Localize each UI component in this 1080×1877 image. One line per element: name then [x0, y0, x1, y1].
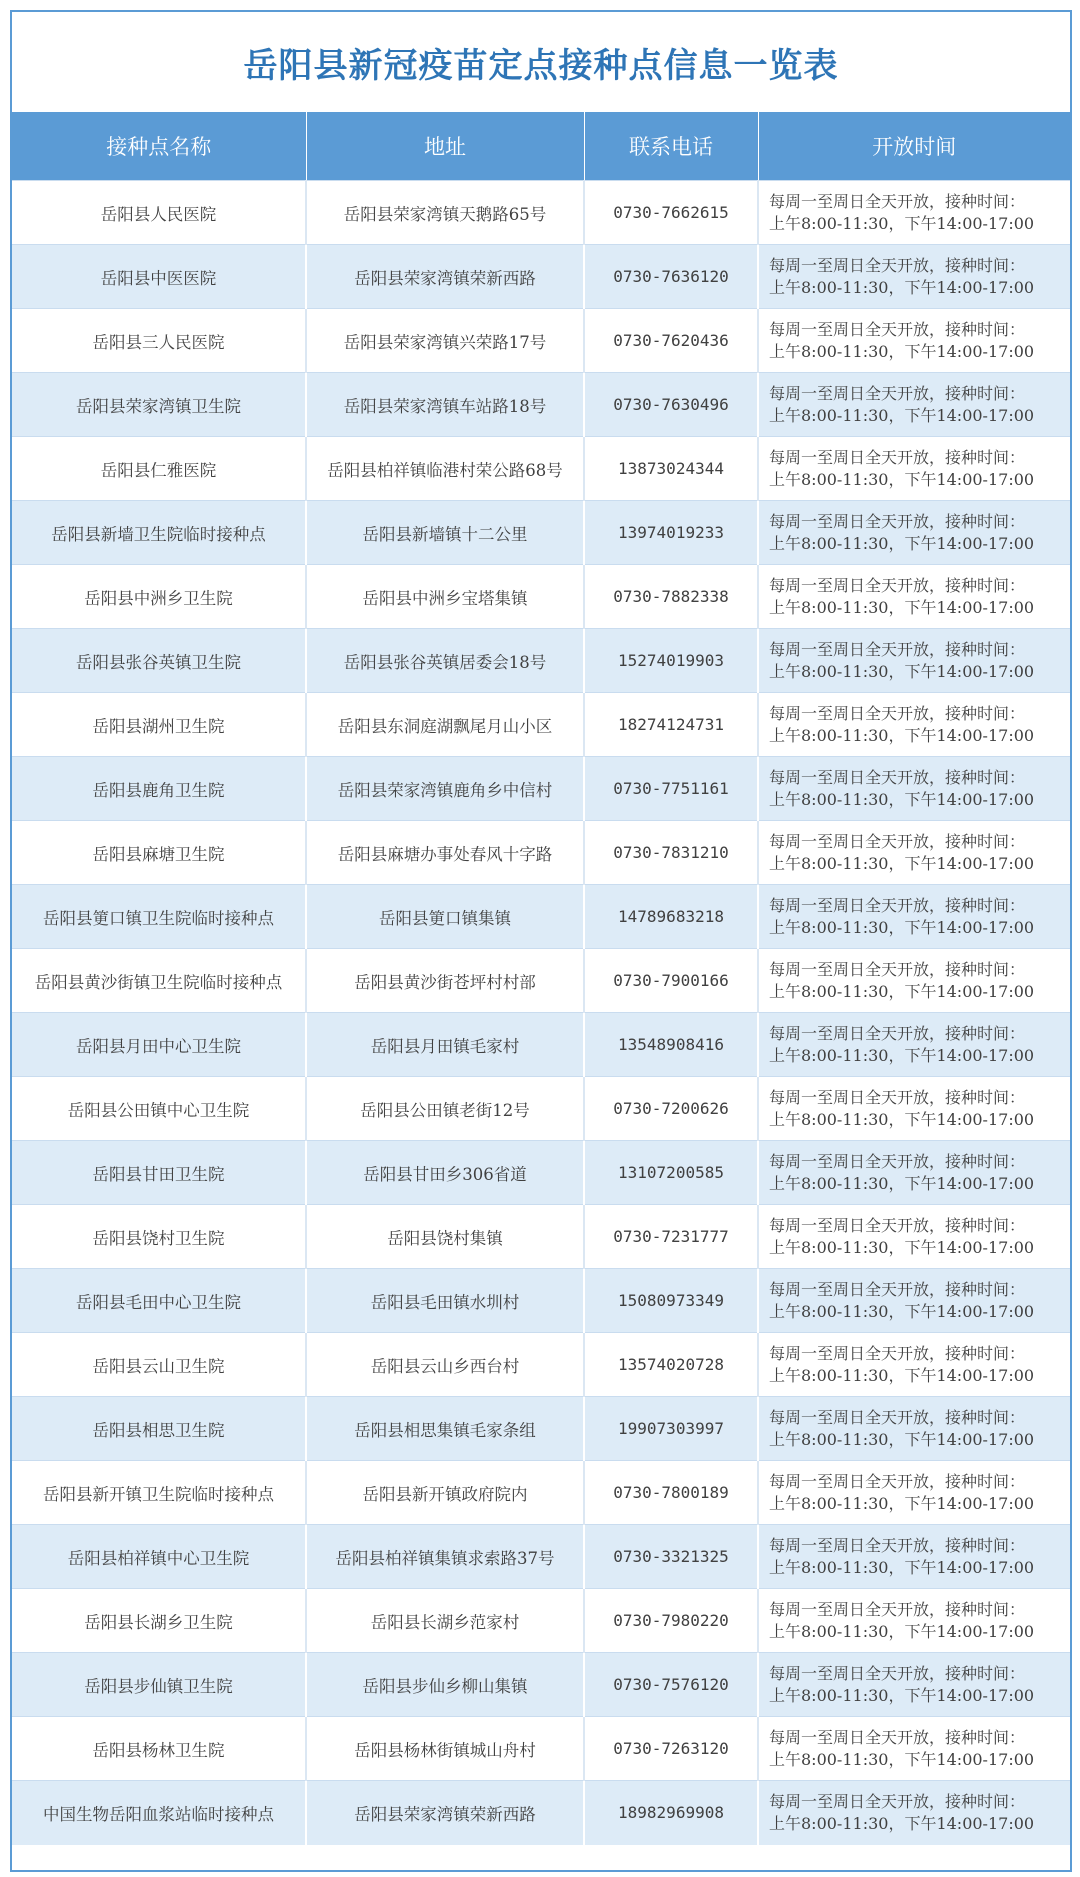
- hours-cell: [758, 565, 1070, 629]
- address-cell: 岳阳县荣家湾镇荣新西路: [306, 245, 584, 309]
- phone-cell: 0730-7882338: [584, 565, 758, 629]
- schedule-sheet: [10, 10, 1072, 1872]
- address-cell: 岳阳县荣家湾镇荣新西路: [306, 1781, 584, 1845]
- table-row: [12, 1653, 1070, 1717]
- hours-cell: [758, 1397, 1070, 1461]
- hours-days-text: 每周一至周日全天开放，接种时间：: [769, 1663, 1026, 1683]
- site-name-cell: 岳阳县月田中心卫生院: [12, 1013, 306, 1077]
- phone-cell: 15080973349: [584, 1269, 758, 1333]
- table-row: [12, 1333, 1070, 1397]
- address-cell: 岳阳县荣家湾镇车站路18号: [306, 373, 584, 437]
- hours-times-text: 上午8:00-11:30，下午14:00-17:00: [769, 1813, 1035, 1833]
- address-cell: 岳阳县麻塘办事处春风十字路: [306, 821, 584, 885]
- hours-days-text: 每周一至周日全天开放，接种时间：: [769, 1279, 1026, 1299]
- site-name-cell: 岳阳县黄沙街镇卫生院临时接种点: [12, 949, 306, 1013]
- hours-days-text: 每周一至周日全天开放，接种时间：: [769, 895, 1026, 915]
- table-row: [12, 437, 1070, 501]
- hours-times-text: 上午8:00-11:30，下午14:00-17:00: [769, 1301, 1035, 1321]
- address-cell: 岳阳县相思集镇毛家条组: [306, 1397, 584, 1461]
- hours-cell: [758, 885, 1070, 949]
- hours-cell: [758, 1461, 1070, 1525]
- hours-cell: [758, 1013, 1070, 1077]
- hours-days-text: 每周一至周日全天开放，接种时间：: [769, 1151, 1026, 1171]
- hours-days-text: 每周一至周日全天开放，接种时间：: [769, 319, 1026, 339]
- hours-days-text: 每周一至周日全天开放，接种时间：: [769, 575, 1026, 595]
- table-row: [12, 1205, 1070, 1269]
- table-row: [12, 501, 1070, 565]
- hours-cell: [758, 309, 1070, 373]
- address-cell: 岳阳县公田镇老街12号: [306, 1077, 584, 1141]
- hours-cell: [758, 949, 1070, 1013]
- hours-times-text: 上午8:00-11:30，下午14:00-17:00: [769, 661, 1035, 681]
- hours-times-text: 上午8:00-11:30，下午14:00-17:00: [769, 1557, 1035, 1577]
- column-header-phone: 联系电话: [584, 112, 758, 181]
- hours-days-text: 每周一至周日全天开放，接种时间：: [769, 383, 1026, 403]
- hours-times-text: 上午8:00-11:30，下午14:00-17:00: [769, 469, 1035, 489]
- hours-cell: [758, 1141, 1070, 1205]
- hours-cell: [758, 181, 1070, 245]
- phone-cell: 15274019903: [584, 629, 758, 693]
- hours-times-text: 上午8:00-11:30，下午14:00-17:00: [769, 1109, 1035, 1129]
- site-name-cell: 岳阳县杨林卫生院: [12, 1717, 306, 1781]
- site-name-cell: 岳阳县中医医院: [12, 245, 306, 309]
- phone-cell: 0730-7751161: [584, 757, 758, 821]
- table-row: [12, 949, 1070, 1013]
- table-row: [12, 245, 1070, 309]
- column-header-site-name: 接种点名称: [12, 112, 306, 181]
- site-name-cell: 岳阳县人民医院: [12, 181, 306, 245]
- hours-times-text: 上午8:00-11:30，下午14:00-17:00: [769, 341, 1035, 361]
- hours-days-text: 每周一至周日全天开放，接种时间：: [769, 639, 1026, 659]
- hours-cell: [758, 501, 1070, 565]
- site-name-cell: 中国生物岳阳血浆站临时接种点: [12, 1781, 306, 1845]
- hours-cell: [758, 1205, 1070, 1269]
- table-row: [12, 1717, 1070, 1781]
- hours-days-text: 每周一至周日全天开放，接种时间：: [769, 191, 1026, 211]
- site-name-cell: 岳阳县新开镇卫生院临时接种点: [12, 1461, 306, 1525]
- address-cell: 岳阳县中洲乡宝塔集镇: [306, 565, 584, 629]
- phone-cell: 14789683218: [584, 885, 758, 949]
- site-name-cell: 岳阳县步仙镇卫生院: [12, 1653, 306, 1717]
- hours-times-text: 上午8:00-11:30，下午14:00-17:00: [769, 1749, 1035, 1769]
- hours-days-text: 每周一至周日全天开放，接种时间：: [769, 703, 1026, 723]
- address-cell: 岳阳县毛田镇水圳村: [306, 1269, 584, 1333]
- hours-days-text: 每周一至周日全天开放，接种时间：: [769, 1471, 1026, 1491]
- hours-cell: [758, 437, 1070, 501]
- hours-days-text: 每周一至周日全天开放，接种时间：: [769, 831, 1026, 851]
- hours-days-text: 每周一至周日全天开放，接种时间：: [769, 767, 1026, 787]
- table-body: [12, 181, 1070, 1845]
- phone-cell: 0730-7800189: [584, 1461, 758, 1525]
- column-header-hours: 开放时间: [758, 112, 1070, 181]
- table-row: [12, 565, 1070, 629]
- hours-times-text: 上午8:00-11:30，下午14:00-17:00: [769, 213, 1035, 233]
- site-name-cell: 岳阳县毛田中心卫生院: [12, 1269, 306, 1333]
- phone-cell: 13574020728: [584, 1333, 758, 1397]
- site-name-cell: 岳阳县长湖乡卫生院: [12, 1589, 306, 1653]
- address-cell: 岳阳县柏祥镇集镇求索路37号: [306, 1525, 584, 1589]
- hours-times-text: 上午8:00-11:30，下午14:00-17:00: [769, 405, 1035, 425]
- table-row: [12, 309, 1070, 373]
- phone-cell: 0730-7636120: [584, 245, 758, 309]
- hours-times-text: 上午8:00-11:30，下午14:00-17:00: [769, 533, 1035, 553]
- table-row: [12, 1525, 1070, 1589]
- address-cell: 岳阳县新开镇政府院内: [306, 1461, 584, 1525]
- hours-days-text: 每周一至周日全天开放，接种时间：: [769, 1791, 1026, 1811]
- hours-days-text: 每周一至周日全天开放，接种时间：: [769, 959, 1026, 979]
- hours-days-text: 每周一至周日全天开放，接种时间：: [769, 1087, 1026, 1107]
- table-row: [12, 1397, 1070, 1461]
- table-row: [12, 1141, 1070, 1205]
- site-name-cell: 岳阳县中洲乡卫生院: [12, 565, 306, 629]
- hours-times-text: 上午8:00-11:30，下午14:00-17:00: [769, 277, 1035, 297]
- phone-cell: 13974019233: [584, 501, 758, 565]
- hours-cell: [758, 1525, 1070, 1589]
- address-cell: 岳阳县荣家湾镇兴荣路17号: [306, 309, 584, 373]
- phone-cell: 0730-7576120: [584, 1653, 758, 1717]
- phone-cell: 0730-7630496: [584, 373, 758, 437]
- hours-days-text: 每周一至周日全天开放，接种时间：: [769, 1343, 1026, 1363]
- site-name-cell: 岳阳县云山卫生院: [12, 1333, 306, 1397]
- hours-cell: [758, 821, 1070, 885]
- hours-cell: [758, 629, 1070, 693]
- table-row: [12, 821, 1070, 885]
- address-cell: 岳阳县荣家湾镇天鹅路65号: [306, 181, 584, 245]
- address-cell: 岳阳县云山乡西台村: [306, 1333, 584, 1397]
- phone-cell: 18982969908: [584, 1781, 758, 1845]
- hours-times-text: 上午8:00-11:30，下午14:00-17:00: [769, 1365, 1035, 1385]
- hours-days-text: 每周一至周日全天开放，接种时间：: [769, 447, 1026, 467]
- address-cell: 岳阳县筻口镇集镇: [306, 885, 584, 949]
- table-row: [12, 373, 1070, 437]
- hours-times-text: 上午8:00-11:30，下午14:00-17:00: [769, 1173, 1035, 1193]
- address-cell: 岳阳县张谷英镇居委会18号: [306, 629, 584, 693]
- site-name-cell: 岳阳县饶村卫生院: [12, 1205, 306, 1269]
- address-cell: 岳阳县月田镇毛家村: [306, 1013, 584, 1077]
- site-name-cell: 岳阳县湖州卫生院: [12, 693, 306, 757]
- site-name-cell: 岳阳县鹿角卫生院: [12, 757, 306, 821]
- hours-times-text: 上午8:00-11:30，下午14:00-17:00: [769, 1045, 1035, 1065]
- phone-cell: 0730-7263120: [584, 1717, 758, 1781]
- hours-times-text: 上午8:00-11:30，下午14:00-17:00: [769, 1237, 1035, 1257]
- phone-cell: 0730-7620436: [584, 309, 758, 373]
- table-row: [12, 1269, 1070, 1333]
- site-name-cell: 岳阳县相思卫生院: [12, 1397, 306, 1461]
- phone-cell: 0730-3321325: [584, 1525, 758, 1589]
- hours-times-text: 上午8:00-11:30，下午14:00-17:00: [769, 725, 1035, 745]
- page-title: 岳阳县新冠疫苗定点接种点信息一览表: [243, 45, 839, 86]
- hours-cell: [758, 1653, 1070, 1717]
- column-header-address: 地址: [306, 112, 584, 181]
- phone-cell: 0730-7980220: [584, 1589, 758, 1653]
- address-cell: 岳阳县柏祥镇临港村荣公路68号: [306, 437, 584, 501]
- hours-cell: [758, 1077, 1070, 1141]
- address-cell: 岳阳县荣家湾镇鹿角乡中信村: [306, 757, 584, 821]
- site-name-cell: 岳阳县甘田卫生院: [12, 1141, 306, 1205]
- address-cell: 岳阳县甘田乡306省道: [306, 1141, 584, 1205]
- hours-times-text: 上午8:00-11:30，下午14:00-17:00: [769, 1621, 1035, 1641]
- hours-cell: [758, 1269, 1070, 1333]
- hours-times-text: 上午8:00-11:30，下午14:00-17:00: [769, 597, 1035, 617]
- hours-times-text: 上午8:00-11:30，下午14:00-17:00: [769, 853, 1035, 873]
- site-name-cell: 岳阳县麻塘卫生院: [12, 821, 306, 885]
- hours-cell: [758, 373, 1070, 437]
- table-row: [12, 1461, 1070, 1525]
- hours-days-text: 每周一至周日全天开放，接种时间：: [769, 1727, 1026, 1747]
- vaccination-sites-table: [12, 112, 1070, 1845]
- phone-cell: 13548908416: [584, 1013, 758, 1077]
- phone-cell: 13107200585: [584, 1141, 758, 1205]
- hours-days-text: 每周一至周日全天开放，接种时间：: [769, 1023, 1026, 1043]
- hours-days-text: 每周一至周日全天开放，接种时间：: [769, 511, 1026, 531]
- hours-cell: [758, 245, 1070, 309]
- table-row: [12, 1781, 1070, 1845]
- hours-days-text: 每周一至周日全天开放，接种时间：: [769, 1215, 1026, 1235]
- phone-cell: 13873024344: [584, 437, 758, 501]
- site-name-cell: 岳阳县仁雅医院: [12, 437, 306, 501]
- hours-cell: [758, 693, 1070, 757]
- site-name-cell: 岳阳县新墙卫生院临时接种点: [12, 501, 306, 565]
- site-name-cell: 岳阳县三人民医院: [12, 309, 306, 373]
- address-cell: 岳阳县步仙乡柳山集镇: [306, 1653, 584, 1717]
- hours-cell: [758, 1589, 1070, 1653]
- hours-days-text: 每周一至周日全天开放，接种时间：: [769, 1535, 1026, 1555]
- hours-times-text: 上午8:00-11:30，下午14:00-17:00: [769, 789, 1035, 809]
- phone-cell: 0730-7231777: [584, 1205, 758, 1269]
- table-row: [12, 885, 1070, 949]
- phone-cell: 0730-7831210: [584, 821, 758, 885]
- hours-cell: [758, 1333, 1070, 1397]
- hours-times-text: 上午8:00-11:30，下午14:00-17:00: [769, 1493, 1035, 1513]
- address-cell: 岳阳县新墙镇十二公里: [306, 501, 584, 565]
- site-name-cell: 岳阳县筻口镇卫生院临时接种点: [12, 885, 306, 949]
- hours-times-text: 上午8:00-11:30，下午14:00-17:00: [769, 1685, 1035, 1705]
- phone-cell: 0730-7662615: [584, 181, 758, 245]
- address-cell: 岳阳县东洞庭湖飘尾月山小区: [306, 693, 584, 757]
- address-cell: 岳阳县杨林街镇城山舟村: [306, 1717, 584, 1781]
- table-header: [12, 112, 1070, 181]
- address-cell: 岳阳县长湖乡范家村: [306, 1589, 584, 1653]
- site-name-cell: 岳阳县张谷英镇卫生院: [12, 629, 306, 693]
- site-name-cell: 岳阳县柏祥镇中心卫生院: [12, 1525, 306, 1589]
- phone-cell: 0730-7900166: [584, 949, 758, 1013]
- site-name-cell: 岳阳县荣家湾镇卫生院: [12, 373, 306, 437]
- header-row: [12, 112, 1070, 181]
- table-row: [12, 1077, 1070, 1141]
- site-name-cell: 岳阳县公田镇中心卫生院: [12, 1077, 306, 1141]
- hours-cell: [758, 1781, 1070, 1845]
- hours-days-text: 每周一至周日全天开放，接种时间：: [769, 1407, 1026, 1427]
- table-row: [12, 181, 1070, 245]
- table-row: [12, 1013, 1070, 1077]
- hours-days-text: 每周一至周日全天开放，接种时间：: [769, 255, 1026, 275]
- table-row: [12, 1589, 1070, 1653]
- address-cell: 岳阳县饶村集镇: [306, 1205, 584, 1269]
- phone-cell: 0730-7200626: [584, 1077, 758, 1141]
- hours-days-text: 每周一至周日全天开放，接种时间：: [769, 1599, 1026, 1619]
- hours-cell: [758, 757, 1070, 821]
- table-row: [12, 629, 1070, 693]
- hours-times-text: 上午8:00-11:30，下午14:00-17:00: [769, 981, 1035, 1001]
- hours-times-text: 上午8:00-11:30，下午14:00-17:00: [769, 1429, 1035, 1449]
- table-row: [12, 693, 1070, 757]
- phone-cell: 19907303997: [584, 1397, 758, 1461]
- table-row: [12, 757, 1070, 821]
- phone-cell: 18274124731: [584, 693, 758, 757]
- address-cell: 岳阳县黄沙街苍坪村村部: [306, 949, 584, 1013]
- hours-times-text: 上午8:00-11:30，下午14:00-17:00: [769, 917, 1035, 937]
- hours-cell: [758, 1717, 1070, 1781]
